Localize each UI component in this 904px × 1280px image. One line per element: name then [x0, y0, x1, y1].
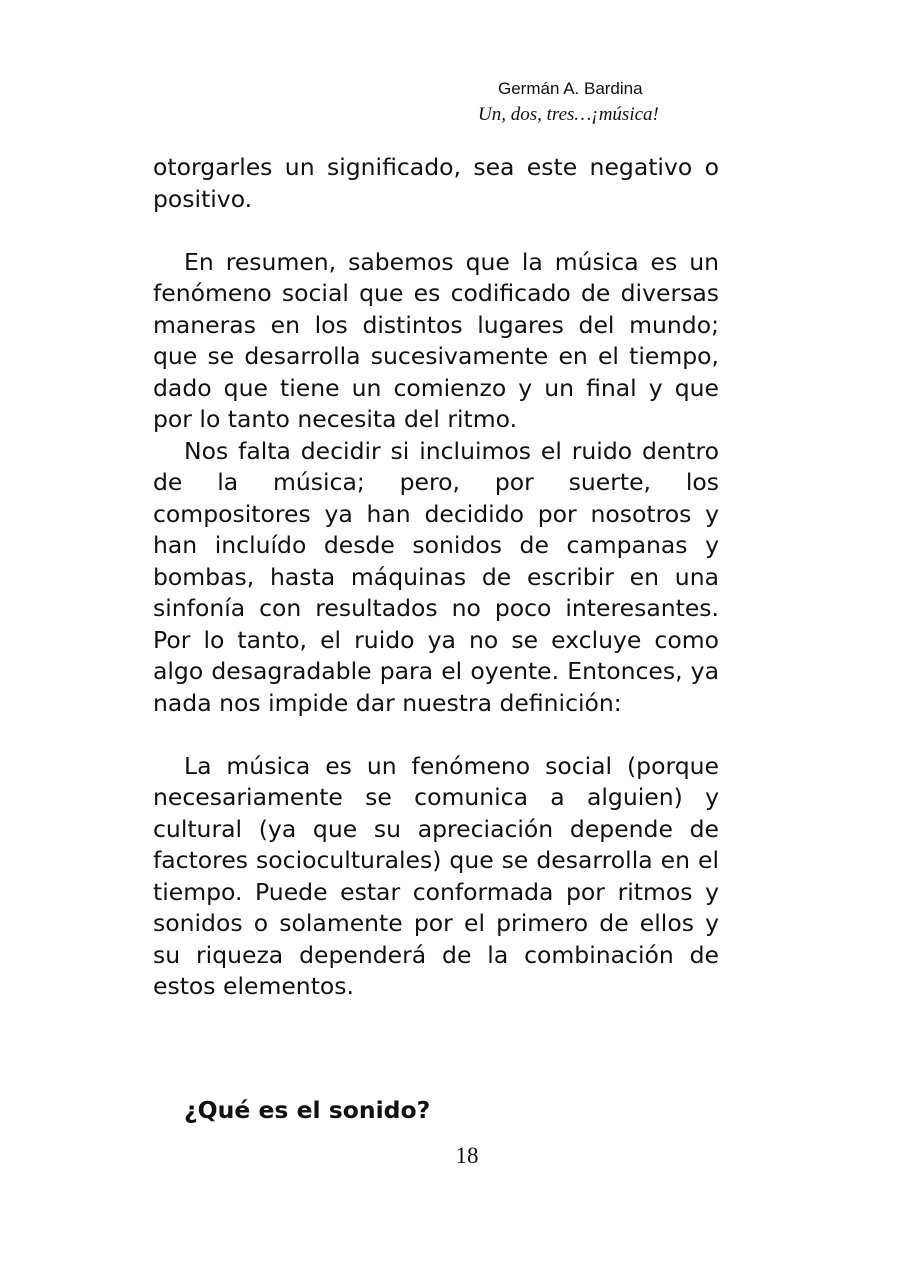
paragraph-continuation: otorgarles un significado, sea este negativo o positivo. [153, 153, 719, 213]
paragraph-definition: La música es un fenómeno social (porque necesariamente se comunica a alguien) y cultural (ya que su apreciación depende de factores socioculturales) que se desarrolla en el tiempo. Puede estar conformada por ritmos y sonidos o solamente por el primero de ellos y su riqueza dependerá de la combinación de estos elementos. [153, 751, 719, 1000]
paragraph-noise: Nos falta decidir si incluimos el ruido dentro de la música; pero, por suerte, los compositores ya han decidido por nosotros y han incluído desde sonidos de campanas y bombas, hasta máquinas de escribir en una sinfonía con resultados no poco interesantes. Por lo tanto, el ruido ya no se excluye como algo desagradable para el oyente. Entonces, ya nada nos impide dar nuestra definición: [153, 436, 719, 717]
header-author: Germán A. Bardina [498, 79, 643, 98]
page-number: 18 [455, 1143, 479, 1168]
section-heading: ¿Qué es el sonido? [184, 1096, 431, 1124]
paragraph-summary: En resumen, sabemos que la música es un fenómeno social que es codificado de diversas maneras en los distintos lugares del mundo; que se desarrolla sucesivamente en el tiempo, dado que tiene un comienzo y un final y que por lo tanto necesita del ritmo. [153, 247, 719, 433]
body-text [153, 152, 719, 1003]
header-book-title: Un, dos, tres…¡música! [478, 104, 659, 125]
